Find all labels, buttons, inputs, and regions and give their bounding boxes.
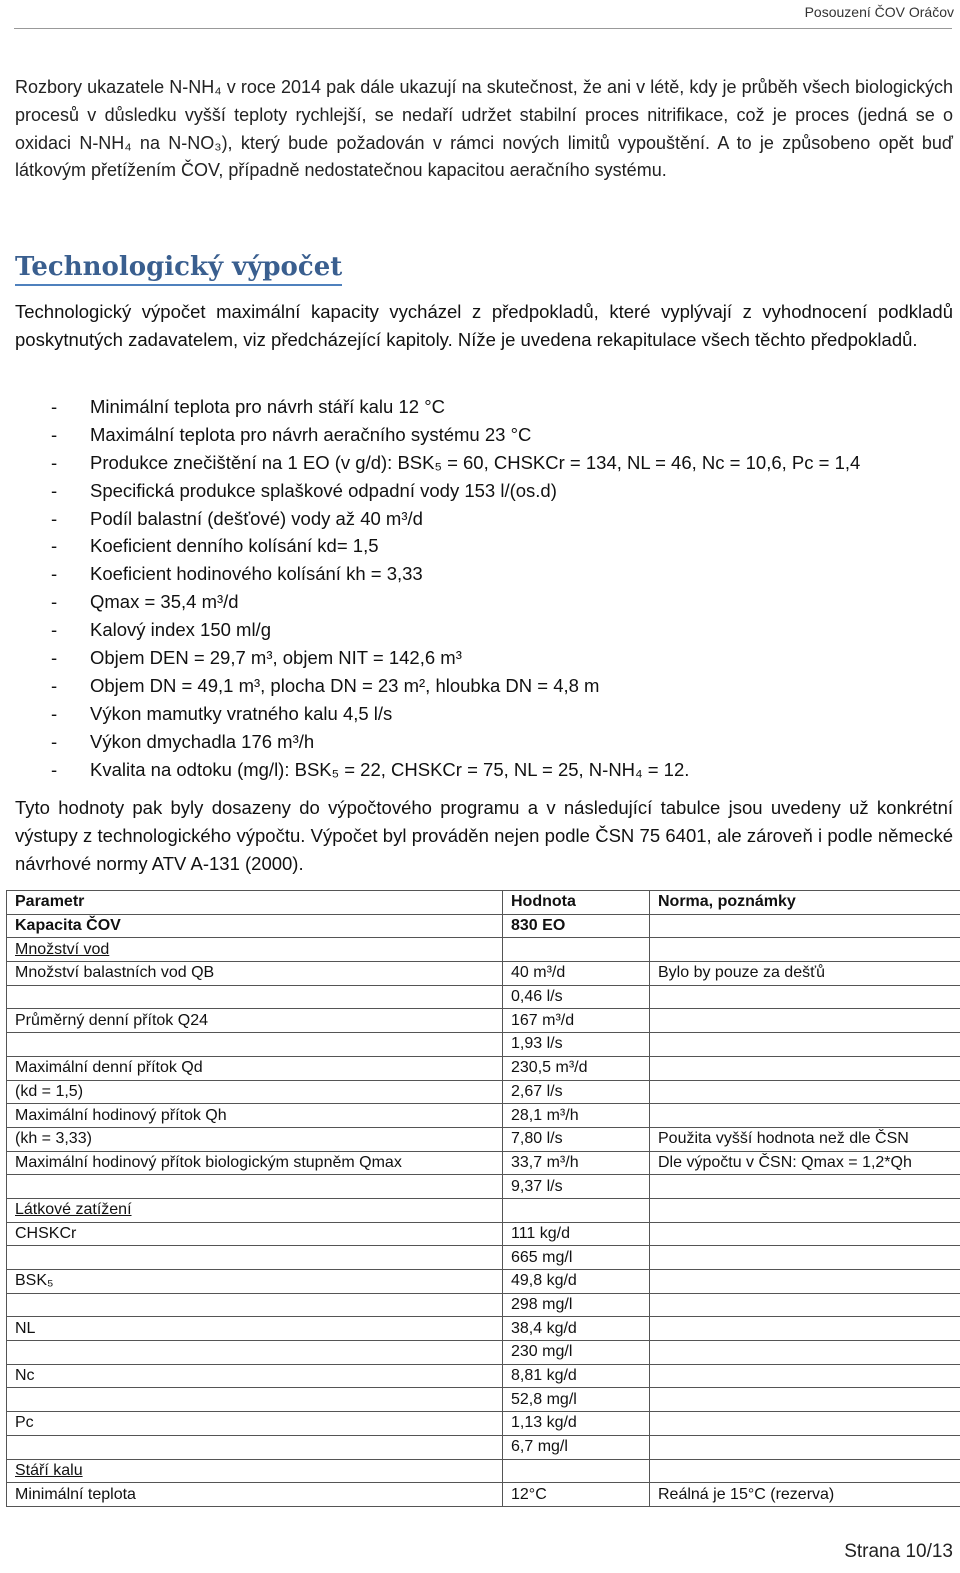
list-item: - Objem DN = 49,1 m³, plocha DN = 23 m², hloubka DN = 4,8 m	[15, 672, 955, 700]
table-row	[7, 938, 960, 962]
table-cell-parameter	[7, 1435, 503, 1459]
table-cell-notes	[650, 914, 960, 938]
bullet-dash: -	[51, 619, 58, 641]
table-cell-value: 830 EO	[503, 914, 650, 938]
table-row	[7, 1033, 960, 1057]
table-cell-parameter: NL	[7, 1317, 503, 1341]
table-cell-notes	[650, 1459, 960, 1483]
table-header-row	[7, 891, 960, 915]
table-row	[7, 1459, 960, 1483]
bullet-dash: -	[51, 423, 58, 445]
bullet-dash: -	[51, 396, 58, 417]
table-cell-notes	[650, 1009, 960, 1033]
table-cell-parameter	[7, 1246, 503, 1270]
table-row	[7, 1104, 960, 1128]
table-cell-parameter: (kh = 3,33)	[7, 1127, 503, 1151]
table-cell-parameter	[7, 985, 503, 1009]
table-cell-value: 49,8 kg/d	[503, 1270, 650, 1294]
table-row	[7, 1127, 960, 1151]
table-cell-parameter: Pc	[7, 1412, 503, 1436]
list-item: - Minimální teplota pro návrh stáří kalu 12 °C	[15, 393, 955, 421]
list-item: - Kvalita na odtoku (mg/l): BSK₅ = 22, CHSKCr = 75, NL = 25, N-NH₄ = 12.	[15, 756, 955, 784]
table-cell-value: 40 m³/d	[503, 962, 650, 986]
table-row	[7, 1317, 960, 1341]
table-cell-notes: Reálná je 15°C (rezerva)	[650, 1483, 960, 1507]
table-cell-value: 33,7 m³/h	[503, 1151, 650, 1175]
table-cell-parameter: Maximální denní přítok Qd	[7, 1056, 503, 1080]
table-cell-notes: Bylo by pouze za dešťů	[650, 962, 960, 986]
table-cell-notes	[650, 1435, 960, 1459]
table-cell-parameter: Nc	[7, 1364, 503, 1388]
table-cell-value: 111 kg/d	[503, 1222, 650, 1246]
table-row	[7, 1435, 960, 1459]
table-cell-value: 665 mg/l	[503, 1246, 650, 1270]
table-cell-parameter: BSK₅	[7, 1270, 503, 1294]
column-header-notes: Norma, poznámky	[650, 891, 960, 915]
table-cell-value: 230 mg/l	[503, 1341, 650, 1365]
table-row	[7, 985, 960, 1009]
table-cell-value	[503, 938, 650, 962]
list-item: - Výkon mamutky vratného kalu 4,5 l/s	[15, 700, 955, 728]
table-cell-notes	[650, 985, 960, 1009]
list-item: - Podíl balastní (dešťové) vody až 40 m³/d	[15, 505, 955, 533]
table-cell-notes	[650, 1080, 960, 1104]
column-header-parameter: Parametr	[7, 891, 503, 915]
table-cell-parameter: CHSKCr	[7, 1222, 503, 1246]
table-cell-notes	[650, 1293, 960, 1317]
table-row	[7, 1151, 960, 1175]
parameters-table	[6, 890, 960, 1507]
table-cell-value: 230,5 m³/d	[503, 1056, 650, 1080]
page-number: Strana 10/13	[844, 1541, 953, 1562]
table-cell-parameter: Minimální teplota	[7, 1483, 503, 1507]
table-row	[7, 1056, 960, 1080]
list-item: - Produkce znečištění na 1 EO (v g/d): BSK₅ = 60, CHSKCr = 134, NL = 46, Nc = 10,6, Pc = 1,4	[15, 449, 955, 477]
table-row	[7, 1412, 960, 1436]
table-cell-notes	[650, 1388, 960, 1412]
column-header-value: Hodnota	[503, 891, 650, 915]
table-cell-value: 2,67 l/s	[503, 1080, 650, 1104]
table-cell-parameter: Maximální hodinový přítok Qh	[7, 1104, 503, 1128]
table-cell-notes: Použita vyšší hodnota než dle ČSN	[650, 1127, 960, 1151]
list-item: - Koeficient hodinového kolísání kh = 3,33	[15, 560, 955, 588]
table-cell-value: 7,80 l/s	[503, 1127, 650, 1151]
bullet-dash: -	[51, 591, 58, 613]
header-divider	[14, 28, 952, 29]
table-cell-parameter: Množství balastních vod QB	[7, 962, 503, 986]
table-cell-value: 9,37 l/s	[503, 1175, 650, 1199]
table-row	[7, 914, 960, 938]
table-cell-parameter: Kapacita ČOV	[7, 914, 503, 938]
table-cell-notes	[650, 1033, 960, 1057]
bullet-dash: -	[51, 730, 58, 752]
table-cell-notes	[650, 1341, 960, 1365]
table-cell-value: 167 m³/d	[503, 1009, 650, 1033]
table-row	[7, 1270, 960, 1294]
list-item: - Kalový index 150 ml/g	[15, 616, 955, 644]
table-cell-notes	[650, 1270, 960, 1294]
table-row	[7, 1198, 960, 1222]
table-row	[7, 1341, 960, 1365]
table-cell-notes	[650, 1104, 960, 1128]
table-cell-value: 12°C	[503, 1483, 650, 1507]
bullet-dash: -	[51, 535, 58, 557]
table-cell-value: 6,7 mg/l	[503, 1435, 650, 1459]
table-row	[7, 1009, 960, 1033]
bullet-dash: -	[51, 451, 58, 473]
list-item: - Koeficient denního kolísání kd= 1,5	[15, 532, 955, 560]
list-item: - Objem DEN = 29,7 m³, objem NIT = 142,6 m³	[15, 644, 955, 672]
table-row	[7, 1293, 960, 1317]
table-cell-parameter: Maximální hodinový přítok biologickým stupněm Qmax	[7, 1151, 503, 1175]
table-cell-notes	[650, 1364, 960, 1388]
table-cell-notes	[650, 938, 960, 962]
table-cell-value	[503, 1198, 650, 1222]
table-cell-value: 28,1 m³/h	[503, 1104, 650, 1128]
list-item: - Qmax = 35,4 m³/d	[15, 588, 955, 616]
table-cell-parameter	[7, 1033, 503, 1057]
table-cell-notes	[650, 1317, 960, 1341]
results-intro-paragraph: Tyto hodnoty pak byly dosazeny do výpočtového programu a v následující tabulce jsou uvedeny už konkrétní výstupy z technologického výpočtu. Výpočet byl prováděn nejen podle ČSN 75 6401, ale zároveň i podle německé návrhové normy ATV A-131 (2000).	[15, 797, 953, 874]
table-row	[7, 1483, 960, 1507]
intro-paragraph: Rozbory ukazatele N-NH₄ v roce 2014 pak dále ukazují na skutečnost, že ani v létě, kdy je průběh všech biologických procesů v důsledku vyšší teploty rychlejší, se nedaří udržet stabilní proces nitrifikace, což je proces (jedná se o oxidaci N-NH₄ na N-NO₃), který bude požadován v rámci nových limitů vypouštění. A to je způsobeno opět buď látkovým přetížením ČOV, případně nedostatečnou kapacitou aeračního systému.	[15, 77, 953, 181]
table-row	[7, 1388, 960, 1412]
table-cell-parameter: Stáří kalu	[7, 1459, 503, 1483]
table-cell-value	[503, 1459, 650, 1483]
table-cell-notes	[650, 1198, 960, 1222]
table-cell-value: 0,46 l/s	[503, 985, 650, 1009]
table-cell-notes: Dle výpočtu v ČSN: Qmax = 1,2*Qh	[650, 1151, 960, 1175]
table-cell-value: 38,4 kg/d	[503, 1317, 650, 1341]
bullet-dash: -	[51, 563, 58, 585]
bullet-dash: -	[51, 702, 58, 724]
table-cell-parameter	[7, 1293, 503, 1317]
table-cell-value: 8,81 kg/d	[503, 1364, 650, 1388]
bullet-dash: -	[51, 647, 58, 669]
table-row	[7, 1222, 960, 1246]
table-row	[7, 1246, 960, 1270]
bullet-dash: -	[51, 507, 58, 529]
table-cell-parameter: Průměrný denní přítok Q24	[7, 1009, 503, 1033]
table-cell-notes	[650, 1056, 960, 1080]
table-cell-parameter	[7, 1175, 503, 1199]
table-cell-value: 298 mg/l	[503, 1293, 650, 1317]
table-cell-value: 52,8 mg/l	[503, 1388, 650, 1412]
bullet-dash: -	[51, 674, 58, 696]
table-cell-parameter: (kd = 1,5)	[7, 1080, 503, 1104]
page-header: Posouzení ČOV Oráčov	[804, 4, 954, 20]
table-cell-notes	[650, 1412, 960, 1436]
table-cell-parameter	[7, 1388, 503, 1412]
assumptions-list	[15, 393, 955, 783]
table-row	[7, 1080, 960, 1104]
table-cell-notes	[650, 1222, 960, 1246]
assumptions-intro-paragraph: Technologický výpočet maximální kapacity vycházel z předpokladů, které vyplývají z vyhodnocení podkladů poskytnutých zadavatelem, viz předcházející kapitoly. Níže je uvedena rekapitulace všech těchto předpokladů.	[15, 301, 953, 350]
table-cell-value: 1,13 kg/d	[503, 1412, 650, 1436]
table-cell-parameter	[7, 1341, 503, 1365]
list-item: - Maximální teplota pro návrh aeračního systému 23 °C	[15, 421, 955, 449]
table-cell-parameter: Látkové zatížení	[7, 1198, 503, 1222]
table-cell-value: 1,93 l/s	[503, 1033, 650, 1057]
table-cell-notes	[650, 1246, 960, 1270]
list-item: - Specifická produkce splaškové odpadní vody 153 l/(os.d)	[15, 477, 955, 505]
table-row	[7, 1175, 960, 1199]
bullet-dash: -	[51, 479, 58, 501]
table-row	[7, 962, 960, 986]
table-row	[7, 1364, 960, 1388]
section-heading: Technologický výpočet	[15, 251, 342, 286]
table-cell-parameter: Množství vod	[7, 938, 503, 962]
list-item: - Výkon dmychadla 176 m³/h	[15, 728, 955, 756]
bullet-dash: -	[51, 758, 58, 780]
table-cell-notes	[650, 1175, 960, 1199]
